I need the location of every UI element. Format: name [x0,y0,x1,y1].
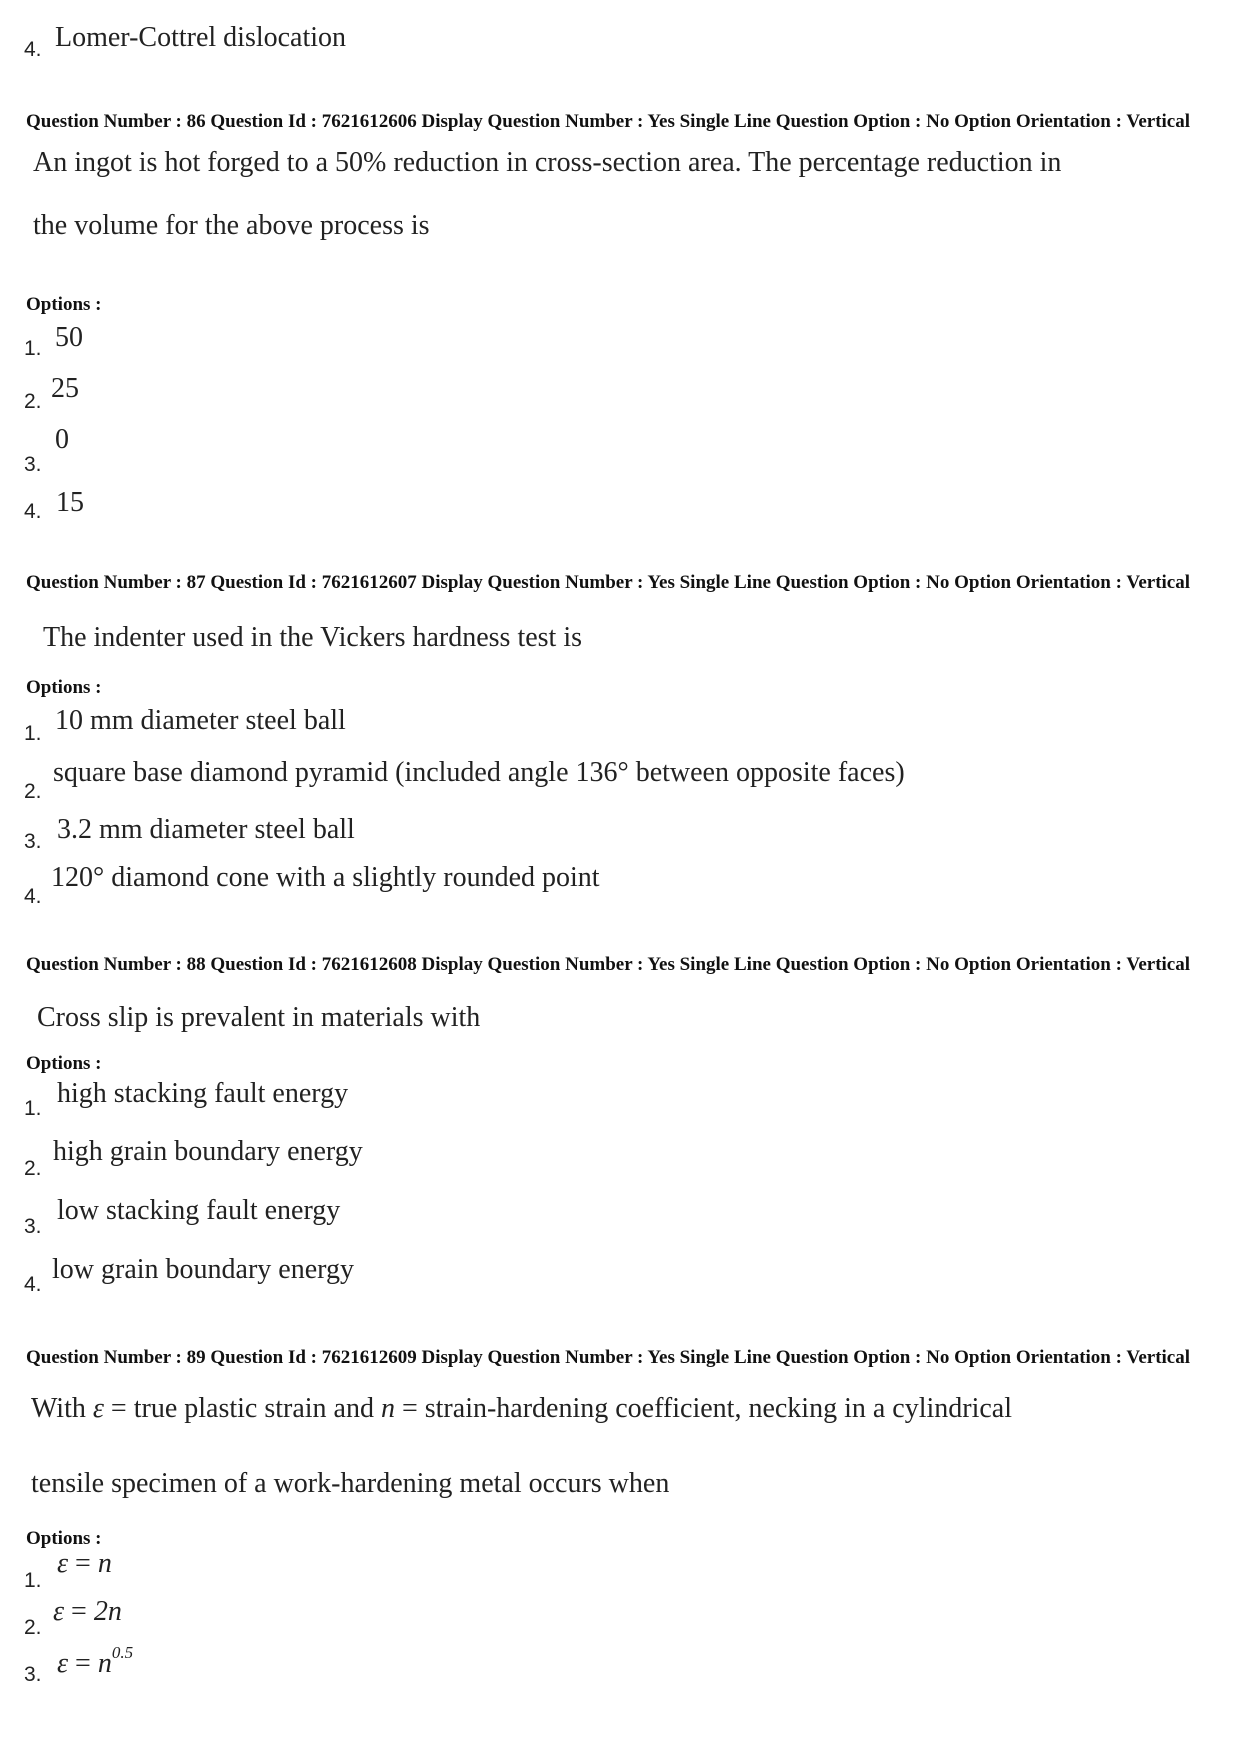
question-text-line [31,1393,1012,1425]
option-number: 2. [24,1157,42,1180]
question-meta: Question Number : 86 Question Id : 7621612606 Display Question Number : Yes Single Line Question Option : No Option Orientation : Vertical [26,111,1191,132]
option-text: low stacking fault energy [57,1195,341,1226]
option-number: 3. [24,453,42,476]
epsilon-symbol: ε [92,1393,104,1424]
option-formula [53,1596,122,1628]
option-formula [57,1548,112,1580]
question-meta: Question Number : 87 Question Id : 7621612607 Display Question Number : Yes Single Line Question Option : No Option Orientation : Vertical [26,572,1191,593]
formula-rhs: n [97,1548,112,1579]
text-run: = true plastic strain and [103,1393,381,1424]
option-text: 25 [51,373,79,404]
option-number: 4. [24,1273,42,1296]
option-text: high stacking fault energy [57,1078,349,1109]
text-run: = strain-hardening coefficient, necking in a cylindrical [394,1393,1013,1424]
option-text: square base diamond pyramid (included angle 136° between opposite faces) [53,757,905,788]
option-text: low grain boundary energy [52,1254,354,1285]
option-formula [57,1643,133,1680]
option-number: 3. [24,1215,42,1238]
question-text-line: the volume for the above process is [33,210,430,241]
question-text-line: tensile specimen of a work-hardening metal occurs when [31,1468,670,1499]
option-text: 15 [56,487,84,518]
options-label: Options : [26,1528,102,1549]
option-text: 50 [55,322,83,353]
option-number: 1. [24,722,42,745]
formula-eq: = [68,1648,98,1679]
prev-option-number: 4. [24,38,42,61]
option-number: 2. [24,1616,42,1639]
option-text: high grain boundary energy [53,1136,363,1167]
option-number: 2. [24,780,42,803]
formula-eq: = [64,1596,94,1627]
formula-lhs: ε [57,1548,69,1579]
option-number: 1. [24,1097,42,1120]
options-label: Options : [26,677,102,698]
option-number: 3. [24,830,42,853]
option-number: 4. [24,885,42,908]
formula-lhs: ε [57,1648,69,1679]
question-meta: Question Number : 89 Question Id : 7621612609 Display Question Number : Yes Single Line Question Option : No Option Orientation : Vertical [26,1347,1191,1368]
question-text-line: The indenter used in the Vickers hardness test is [43,622,582,653]
option-text: 10 mm diameter steel ball [55,705,346,736]
formula-rhs: n [97,1648,112,1679]
option-number: 2. [24,390,42,413]
option-text: 3.2 mm diameter steel ball [57,814,355,845]
question-text-line: An ingot is hot forged to a 50% reduction in cross-section area. The percentage reduction in [33,147,1062,178]
formula-rhs: 2n [93,1596,122,1627]
formula-lhs: ε [53,1596,65,1627]
options-label: Options : [26,294,102,315]
option-text: 120° diamond cone with a slightly rounded point [51,862,600,893]
option-number: 3. [24,1663,42,1686]
question-meta: Question Number : 88 Question Id : 7621612608 Display Question Number : Yes Single Line Question Option : No Option Orientation : Vertical [26,954,1191,975]
prev-option-text: Lomer-Cottrel dislocation [55,22,347,53]
option-text: 0 [55,424,69,455]
formula-exponent: 0.5 [111,1643,134,1662]
question-text-line: Cross slip is prevalent in materials with [37,1002,481,1033]
n-symbol: n [380,1393,395,1424]
option-number: 1. [24,1569,42,1592]
formula-eq: = [68,1548,98,1579]
text-run: With [31,1393,93,1424]
option-number: 4. [24,500,42,523]
options-label: Options : [26,1053,102,1074]
option-number: 1. [24,337,42,360]
